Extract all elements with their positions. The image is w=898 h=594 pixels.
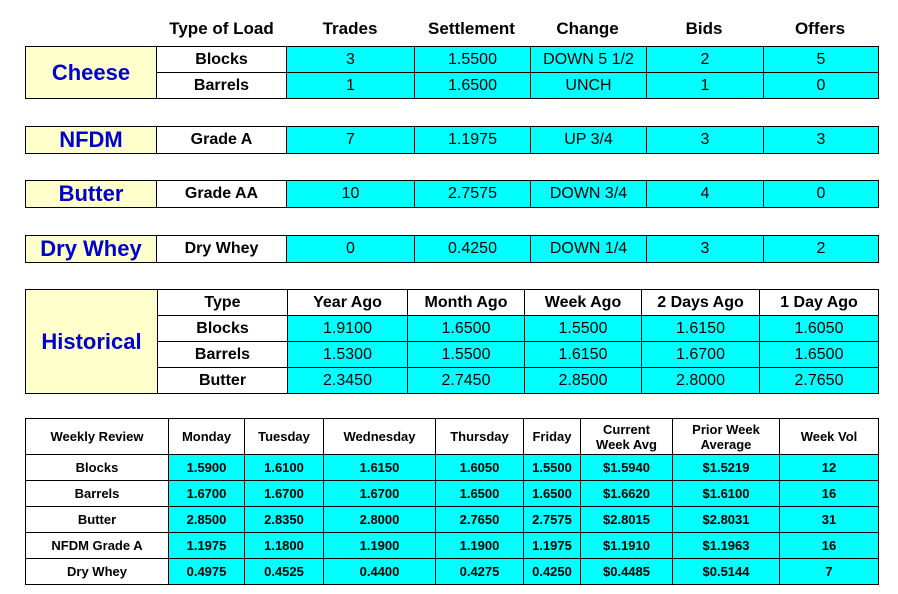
monday-value: 1.5900 [169,455,245,481]
settlement-value: 2.7575 [415,181,531,208]
prior-week-average-value: $0.5144 [673,559,780,585]
thursday-value: 1.1900 [436,533,524,559]
historical-header-year-ago: Year Ago [288,290,408,316]
header-change: Change [556,19,619,38]
prior-week-average-value: $1.1963 [673,533,780,559]
1-day-ago-value: 1.6500 [760,342,879,368]
1-day-ago-value: 2.7650 [760,368,879,394]
historical-header-2-days-ago: 2 Days Ago [642,290,760,316]
weekly-header-current-week-avg: Current Week Avg [581,419,673,455]
drywhey-row [26,236,879,263]
nfdm-table [25,126,879,154]
2-days-ago-value: 2.8000 [642,368,760,394]
bids-value: 4 [647,181,764,208]
tuesday-value: 0.4525 [245,559,324,585]
week-vol-value: 31 [780,507,879,533]
wednesday-value: 1.1900 [324,533,436,559]
current-week-avg-value: $1.5940 [581,455,673,481]
change-value: UNCH [531,73,647,99]
1-day-ago-value: 1.6050 [760,316,879,342]
weekly-header-tuesday: Tuesday [245,419,324,455]
historical-header-1-day-ago: 1 Day Ago [760,290,879,316]
prior-week-average-value: $2.8031 [673,507,780,533]
weekly-review-table [25,418,879,585]
trades-value: 3 [287,47,415,73]
thursday-value: 1.6050 [436,455,524,481]
bids-value: 1 [647,73,764,99]
row-label: Butter [158,368,288,394]
tuesday-value: 2.8350 [245,507,324,533]
butter-table [25,180,879,208]
change-value: DOWN 1/4 [531,236,647,263]
weekly-row-nfdm-grade-a [26,533,879,559]
butter-row [26,181,879,208]
bids-value: 3 [647,127,764,154]
trades-value: 7 [287,127,415,154]
row-label: NFDM Grade A [26,533,169,559]
prior-week-average-value: $1.6100 [673,481,780,507]
product-butter: Butter [26,181,157,208]
product-dry-whey: Dry Whey [26,236,157,263]
prior-week-average-value: $1.5219 [673,455,780,481]
wednesday-value: 1.6700 [324,481,436,507]
row-label: Butter [26,507,169,533]
settlement-value: 1.5500 [415,47,531,73]
weekly-row-dry-whey [26,559,879,585]
row-label: Dry Whey [26,559,169,585]
offers-value: 0 [764,181,879,208]
friday-value: 1.6500 [524,481,581,507]
nfdm-row [26,127,879,154]
bids-value: 2 [647,47,764,73]
month-ago-value: 1.5500 [408,342,525,368]
friday-value: 2.7575 [524,507,581,533]
year-ago-value: 1.9100 [288,316,408,342]
change-value: DOWN 5 1/2 [531,47,647,73]
historical-header-week-ago: Week Ago [525,290,642,316]
year-ago-value: 2.3450 [288,368,408,394]
product-nfdm: NFDM [26,127,157,154]
wednesday-value: 0.4400 [324,559,436,585]
monday-value: 1.1975 [169,533,245,559]
trades-value: 0 [287,236,415,263]
header-trades: Trades [322,19,378,38]
weekly-header-review: Weekly Review [26,419,169,455]
product-cheese: Cheese [26,47,157,99]
row-label: Grade A [157,127,287,154]
tuesday-value: 1.6700 [245,481,324,507]
week-vol-value: 12 [780,455,879,481]
trades-value: 1 [287,73,415,99]
monday-value: 1.6700 [169,481,245,507]
thursday-value: 2.7650 [436,507,524,533]
settlement-value: 1.1975 [415,127,531,154]
product-historical: Historical [26,290,158,394]
settlement-value: 0.4250 [415,236,531,263]
friday-value: 1.1975 [524,533,581,559]
weekly-header-wednesday: Wednesday [324,419,436,455]
week-vol-value: 16 [780,481,879,507]
historical-table [25,289,879,394]
weekly-row-barrels [26,481,879,507]
row-label: Blocks [158,316,288,342]
change-value: UP 3/4 [531,127,647,154]
week-vol-value: 7 [780,559,879,585]
2-days-ago-value: 1.6700 [642,342,760,368]
offers-value: 5 [764,47,879,73]
current-week-avg-value: $0.4485 [581,559,673,585]
row-label: Barrels [157,73,287,99]
thursday-value: 1.6500 [436,481,524,507]
row-label: Blocks [26,455,169,481]
week-ago-value: 1.6150 [525,342,642,368]
month-ago-value: 1.6500 [408,316,525,342]
row-label: Grade AA [157,181,287,208]
offers-value: 3 [764,127,879,154]
friday-value: 0.4250 [524,559,581,585]
row-label: Barrels [158,342,288,368]
offers-value: 0 [764,73,879,99]
friday-value: 1.5500 [524,455,581,481]
2-days-ago-value: 1.6150 [642,316,760,342]
weekly-row-blocks [26,455,879,481]
row-label: Blocks [157,47,287,73]
current-week-avg-value: $1.6620 [581,481,673,507]
trades-value: 10 [287,181,415,208]
current-week-avg-value: $2.8015 [581,507,673,533]
tuesday-value: 1.6100 [245,455,324,481]
header-settlement: Settlement [428,19,515,38]
weekly-header-friday: Friday [524,419,581,455]
bids-value: 3 [647,236,764,263]
monday-value: 2.8500 [169,507,245,533]
wednesday-value: 1.6150 [324,455,436,481]
week-ago-value: 2.8500 [525,368,642,394]
historical-header-row [26,290,879,316]
weekly-row-butter [26,507,879,533]
current-week-avg-value: $1.1910 [581,533,673,559]
weekly-header-week-vol: Week Vol [780,419,879,455]
wednesday-value: 2.8000 [324,507,436,533]
historical-header-month-ago: Month Ago [408,290,525,316]
header-offers: Offers [794,19,846,38]
month-ago-value: 2.7450 [408,368,525,394]
row-label: Barrels [26,481,169,507]
settlement-value: 1.6500 [415,73,531,99]
drywhey-table [25,235,879,263]
weekly-header-prior-week-average: Prior Week Average [673,419,780,455]
cheese-table [25,46,879,99]
week-ago-value: 1.5500 [525,316,642,342]
weekly-header-thursday: Thursday [436,419,524,455]
historical-header-type: Type [158,290,288,316]
change-value: DOWN 3/4 [531,181,647,208]
tuesday-value: 1.1800 [245,533,324,559]
weekly-header-monday: Monday [169,419,245,455]
thursday-value: 0.4275 [436,559,524,585]
week-vol-value: 16 [780,533,879,559]
header-bids: Bids [685,19,723,38]
row-label: Dry Whey [157,236,287,263]
monday-value: 0.4975 [169,559,245,585]
header-type-of-load: Type of Load [169,19,274,38]
offers-value: 2 [764,236,879,263]
year-ago-value: 1.5300 [288,342,408,368]
cheese-row-blocks [26,47,879,73]
weekly-header-row [26,419,879,455]
